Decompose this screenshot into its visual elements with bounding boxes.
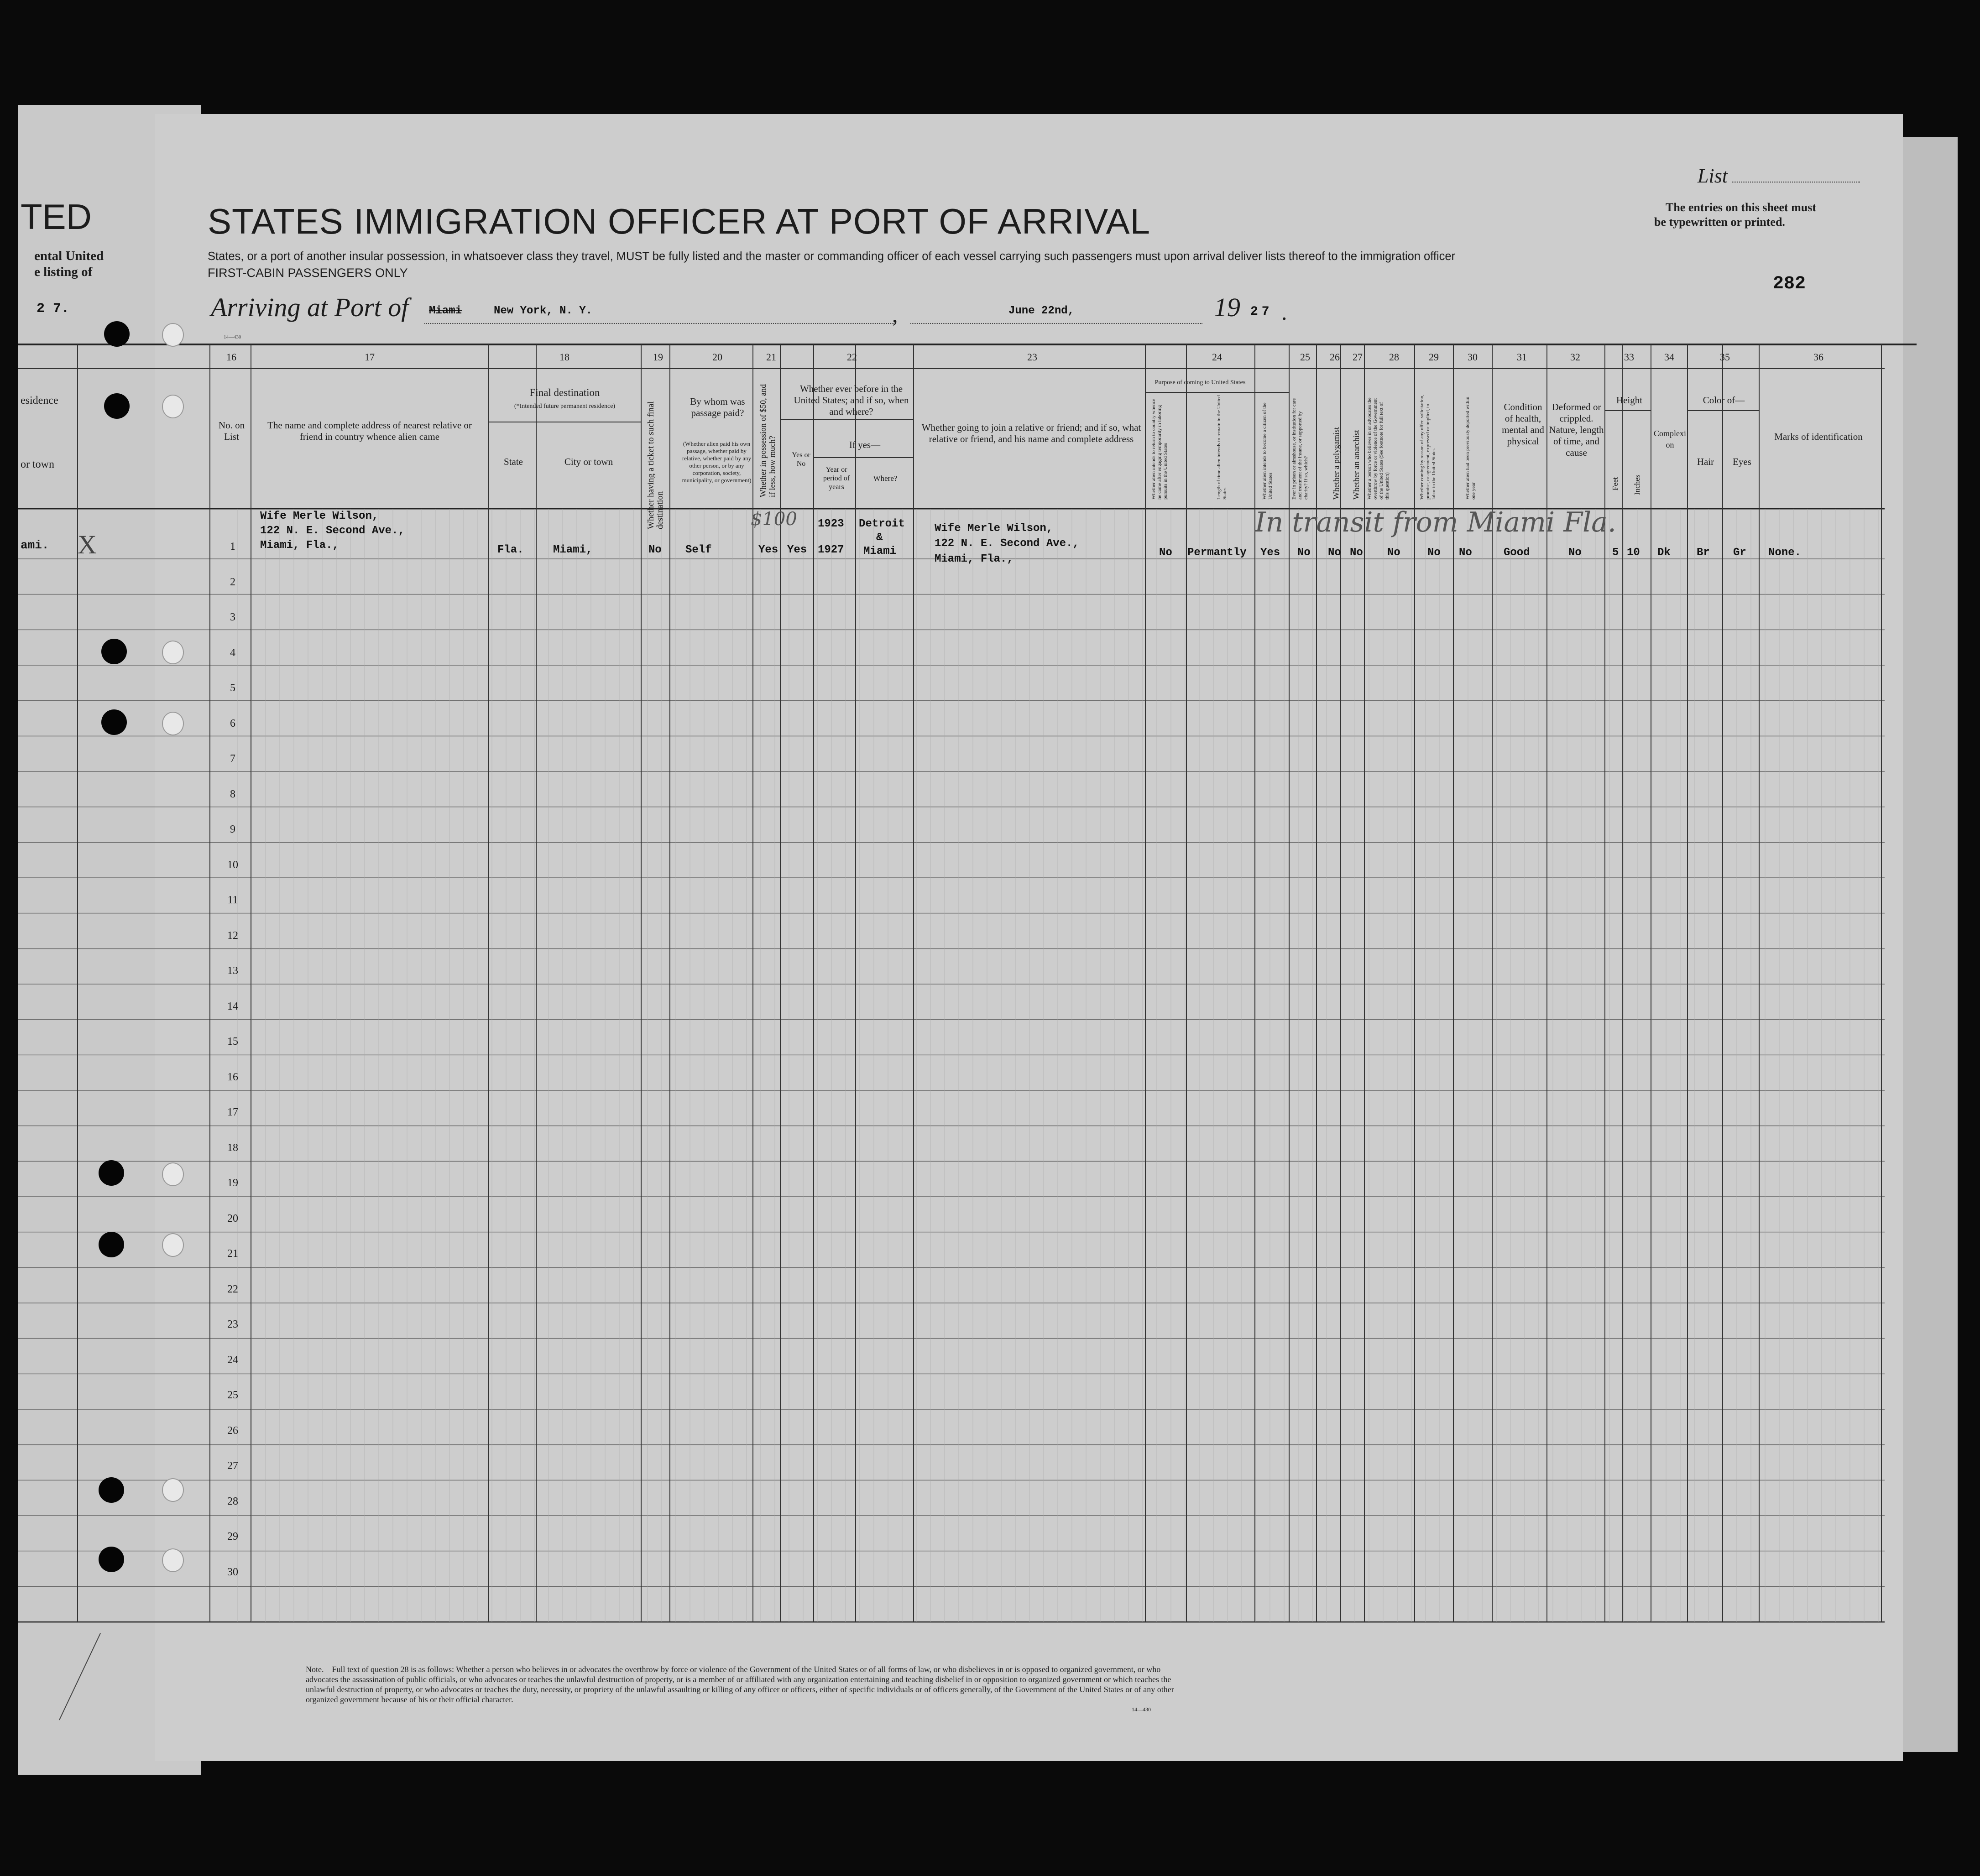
year-prefix: 19 — [1214, 292, 1240, 322]
header-height: Height — [1616, 395, 1643, 406]
header-before-in-us: Whether ever before in the United States; and if so, when and where? — [794, 383, 909, 417]
punch-hole — [162, 641, 184, 664]
row-number: 17 — [227, 1106, 238, 1118]
header-length: Length of time alien intends to remain in the United States — [1216, 395, 1228, 500]
money-handwritten: $100 — [751, 509, 797, 530]
row-number: 4 — [230, 647, 235, 659]
passenger-class: FIRST-CABIN PASSENGERS ONLY — [208, 266, 408, 280]
hair-value: Br — [1697, 547, 1710, 559]
header-join-relative: Whether going to join a relative or friend; and if so, what relative or friend, and his name and complete address — [921, 422, 1141, 444]
col-num: 24 — [1212, 351, 1222, 363]
dest-state: Fla. — [497, 544, 524, 556]
header-eyes: Eyes — [1733, 456, 1751, 467]
arriving-label: Arriving at Port of — [211, 292, 409, 322]
relative-name: Wife Merle Wilson, — [260, 510, 379, 522]
col-num: 32 — [1570, 351, 1580, 363]
row-number: 29 — [227, 1531, 238, 1542]
col-num: 26 — [1330, 351, 1340, 363]
comma: , — [892, 302, 898, 327]
row-number: 2 — [230, 576, 235, 588]
header-money: Whether in possession of $50, and if less, how much? — [758, 384, 777, 497]
struck-port: Miami — [429, 305, 462, 317]
arrival-date: June 22nd, — [1008, 305, 1075, 317]
col-num: 31 — [1517, 351, 1527, 363]
row-number: 20 — [227, 1213, 238, 1225]
row-number: 13 — [227, 965, 238, 977]
header-no-on-list: No. on List — [218, 420, 245, 442]
list-label: List — [1698, 164, 1860, 188]
punch-hole — [99, 1232, 124, 1257]
money-value: Yes — [758, 544, 778, 556]
row-number: 3 — [230, 611, 235, 623]
row-number: 5 — [230, 682, 235, 694]
col-num: 35 — [1720, 351, 1730, 363]
col-num: 20 — [712, 351, 722, 363]
row-number: 16 — [227, 1071, 238, 1083]
left-page-title-fragment: TED — [21, 197, 92, 237]
row-number: 19 — [227, 1177, 238, 1189]
row-number: 9 — [230, 823, 235, 835]
header-deformed: Deformed or crippled. Nature, length of time, and cause — [1549, 401, 1604, 458]
header-health: Condition of health, mental and physical — [1502, 401, 1544, 447]
feet-value: 5 — [1612, 547, 1619, 559]
prison-value: No — [1297, 547, 1311, 559]
where-2: & — [876, 532, 883, 544]
header-passage-paid: By whom was passage paid? — [690, 396, 745, 418]
header-purpose: Purpose of coming to United States — [1155, 379, 1246, 386]
row-number: 28 — [227, 1496, 238, 1507]
col-num: 19 — [653, 351, 663, 363]
row-number: 11 — [227, 894, 238, 906]
col-num: 18 — [559, 351, 569, 363]
col-num: 36 — [1813, 351, 1823, 363]
left-entry-fragment: ami. — [21, 538, 49, 552]
col-num: 30 — [1468, 351, 1478, 363]
col-num: 28 — [1389, 351, 1399, 363]
header-deported: Whether alien had been previously deported within one year — [1465, 396, 1476, 500]
header-return: Whether alien intends to return to country whence he came after engaging temporarily in laboring pursuits in the United States — [1151, 399, 1168, 500]
row-number: 25 — [227, 1389, 238, 1401]
eyes-value: Gr — [1733, 547, 1746, 559]
punch-hole — [104, 321, 130, 347]
punch-hole — [99, 1477, 124, 1503]
row-number: 1 — [230, 541, 235, 552]
date-dotted-line — [910, 323, 1202, 324]
header-polygamist: Whether a polygamist — [1332, 427, 1341, 500]
header-nearest-relative: The name and complete address of nearest relative or friend in country whence alien came — [267, 420, 472, 442]
dest-city: Miami, — [553, 544, 593, 556]
left-town-label: or town — [21, 459, 54, 470]
header-where: Where? — [873, 474, 898, 483]
punch-hole — [162, 1548, 184, 1572]
col-num: 34 — [1664, 351, 1674, 363]
header-color-of: Color of— — [1703, 395, 1745, 406]
col-num: 23 — [1027, 351, 1037, 363]
header-final-destination-sub: (*Intended future permanent residence) — [514, 403, 616, 410]
footnote-code: 14—430 — [1132, 1706, 1151, 1713]
punch-hole — [99, 1547, 124, 1572]
overthrow-value: No — [1387, 547, 1400, 559]
col-num: 21 — [766, 351, 776, 363]
col-num: 25 — [1300, 351, 1310, 363]
left-residence-label: esidence — [21, 395, 58, 406]
where-1: Detroit — [859, 518, 905, 530]
header-state: State — [504, 456, 523, 467]
header-anarchist: Whether an anarchist — [1352, 430, 1361, 500]
row-number: 21 — [227, 1248, 238, 1260]
row-number: 30 — [227, 1566, 238, 1578]
left-page-line: ental United — [34, 249, 104, 263]
col-num: 22 — [847, 351, 857, 363]
entries-note: The entries on this sheet must — [1666, 201, 1817, 214]
header-marks: Marks of identification — [1774, 431, 1863, 442]
where-3: Miami — [863, 545, 897, 558]
header-complexion: Complexion — [1654, 429, 1686, 449]
header-inches: Inches — [1633, 474, 1641, 495]
punch-hole — [101, 639, 127, 664]
left-page-year: 2 7. — [37, 301, 70, 317]
deported-value: No — [1459, 547, 1472, 559]
instruction-text: States, or a port of another insular possession, in whatsoever class they travel, MUST be fully listed and the master or commanding officer of each vessel carrying such passengers must upon arrival deliver lists thereof to the immigration officer — [208, 250, 1456, 263]
header-final-destination: Final destination — [529, 387, 600, 398]
header-passage-paid-sub: (Whether alien paid his own passage, whether paid by relative, whether paid by any other person, or by any corporation, society, municipality, or government) — [682, 440, 752, 484]
row-number: 15 — [227, 1036, 238, 1047]
page-title: STATES IMMIGRATION OFFICER AT PORT OF ARRIVAL — [208, 201, 1151, 241]
year-suffix: 27 — [1250, 305, 1273, 319]
col-num: 29 — [1429, 351, 1439, 363]
header-overthrow: Whether a person who believes in or advocates the overthrow by force or violence of the Government of the United States (See footnote for full text of this question) — [1367, 397, 1390, 500]
row-number: 12 — [227, 930, 238, 942]
row-number: 26 — [227, 1425, 238, 1437]
col-num: 16 — [226, 351, 236, 363]
anarchist-value: No — [1350, 547, 1363, 559]
punch-hole — [99, 1160, 124, 1186]
form-code-top: 14—430 — [224, 334, 241, 340]
inches-value: 10 — [1627, 547, 1640, 559]
return-value: No — [1159, 547, 1172, 559]
paid-by-value: Self — [685, 544, 712, 556]
punch-hole — [162, 1162, 184, 1186]
left-entry-mark: X — [78, 530, 97, 559]
footnote: Note.—Full text of question 28 is as follows: Whether a person who believes in or advocates the overthrow by force or violence of the Government of the United States or of all forms of law, or who disbelieves in or is opposed to organized government, or who advocates the assassination of public officials, or who advocates or teaches the unlawful destruction of property, or is a member of or affiliated with any organization entertaining and teaching disbelief in or opposition to organized government or which teaches the unlawful destruction of property, or who advocates or teaches the duty, necessity, or propriety of the unlawful assaulting or killing of any officer or officers, either of specific individuals or of officers generally, of the Government of the United States or of any other organized government because of his or their official character. — [306, 1665, 1174, 1704]
header-city: City or town — [564, 456, 613, 467]
polygamist-value: No — [1328, 547, 1341, 559]
relative-street: 122 N. E. Second Ave., — [260, 525, 405, 537]
transit-note: In transit from Miami Fla. — [1255, 506, 1616, 538]
row-number: 22 — [227, 1283, 238, 1295]
complexion-value: Dk — [1657, 547, 1671, 559]
year-period: . — [1281, 299, 1287, 325]
col-num: 17 — [365, 351, 375, 363]
row-number: 8 — [230, 788, 235, 800]
header-if-yes: If yes— — [849, 439, 881, 450]
labor-value: No — [1427, 547, 1441, 559]
col-num: 33 — [1624, 351, 1634, 363]
port-name: New York, N. Y. — [494, 305, 593, 317]
pencil-stroke — [59, 1633, 100, 1720]
header-prison: Ever in prison or almshouse, or institution for care and treatment of the insane, or supported by charity? If so, which? — [1291, 398, 1309, 500]
punch-hole — [104, 393, 130, 419]
sheet-number: 282 — [1773, 274, 1806, 294]
deformed-value: No — [1568, 547, 1582, 559]
before-in-us-value: Yes — [787, 544, 807, 556]
row-number: 14 — [227, 1001, 238, 1012]
row-number: 10 — [227, 859, 238, 871]
punch-hole — [162, 712, 184, 735]
punch-hole — [162, 1233, 184, 1257]
left-page-line: e listing of — [34, 265, 93, 279]
row-number: 7 — [230, 753, 235, 765]
punch-hole — [162, 395, 184, 418]
length-value: Permantly — [1187, 547, 1247, 559]
punch-hole — [162, 323, 184, 347]
header-labor-offer: Whether coming by reason of any offer, solicitation, promise, or agreement, expressed or implied, to labor in the United States — [1419, 395, 1437, 500]
citizen-value: Yes — [1260, 547, 1280, 559]
marks-value: None. — [1768, 547, 1802, 559]
col-num: 27 — [1353, 351, 1363, 363]
punch-hole — [162, 1478, 184, 1502]
port-dotted-line — [424, 323, 894, 324]
header-year-period: Year or period of years — [823, 466, 850, 491]
join-street: 122 N. E. Second Ave., — [935, 537, 1079, 550]
entries-note-2: be typewritten or printed. — [1654, 215, 1785, 229]
header-citizen: Whether alien intends to become a citizen of the United States — [1262, 402, 1273, 500]
join-name: Wife Merle Wilson, — [935, 522, 1053, 535]
header-feet: Feet — [1611, 477, 1620, 490]
row-number: 24 — [227, 1354, 238, 1366]
join-city: Miami, Fla., — [935, 553, 1014, 565]
punch-hole — [101, 709, 127, 735]
ticket-value: No — [648, 544, 662, 556]
year-1: 1923 — [818, 518, 844, 530]
row-number: 6 — [230, 718, 235, 730]
row-number: 27 — [227, 1460, 238, 1472]
year-2: 1927 — [818, 544, 844, 556]
relative-city: Miami, Fla., — [260, 539, 339, 552]
row-number: 23 — [227, 1318, 238, 1330]
row-number: 18 — [227, 1142, 238, 1154]
header-ticket: Whether having a ticket to such final destination — [646, 401, 665, 529]
header-hair: Hair — [1697, 456, 1714, 467]
header-yes-no: Yes or No — [792, 451, 810, 468]
health-value: Good — [1504, 547, 1530, 559]
